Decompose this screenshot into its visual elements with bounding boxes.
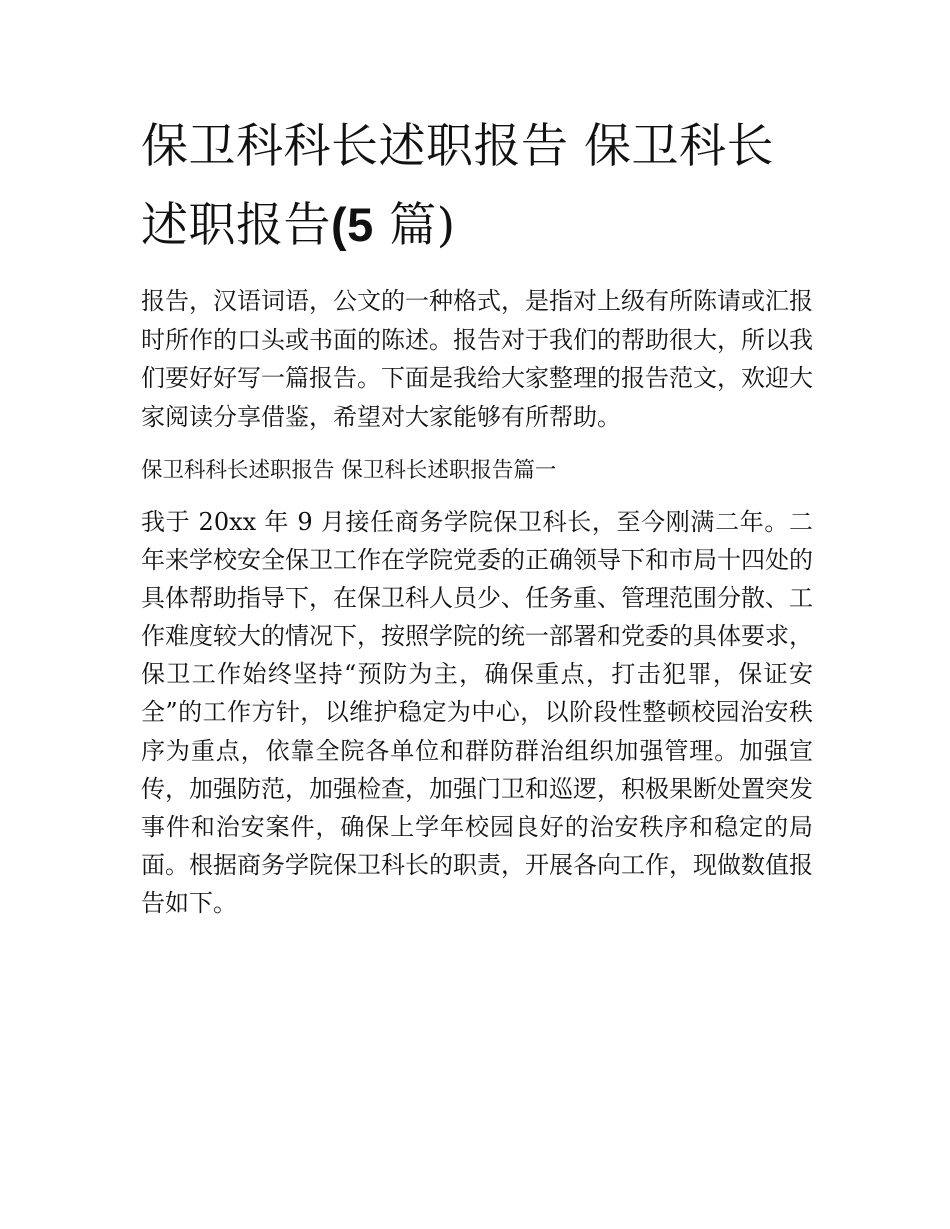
title-text: 保卫科科长述职报告 保卫科长述职报告 — [141, 119, 774, 253]
body-paragraph: 我于 20xx 年 9 月接任商务学院保卫科长，至今刚满二年。二年来学校安全保卫工作在学院党委的正确领导下和市局十四处的具体帮助指导下，在保卫科人员少、任务重、管理范围分散、工作难度较大的情况下，按照学院的统一部署和党委的具体要求，保卫工作始终坚持“预防为主，确保重点，打击犯罪，保证安全”的工作方针，以维护稳定为中心，以阶段性整顿校园治安秩序为重点，依靠全院各单位和群防群治组织加强管理。加强宣传，加强防范，加强检查，加强门卫和巡逻，积极果断处置突发事件和治安案件，确保上学年校园良好的治安秩序和稳定的局面。根据商务学院保卫科长的职责，开展各向工作，现做数值报告如下。 — [141, 508, 813, 917]
document-title — [141, 108, 821, 265]
title-suffix: 篇) — [373, 198, 456, 253]
title-count: (5 — [331, 198, 374, 251]
intro-paragraph: 报告，汉语词语，公文的一种格式，是指对上级有所陈请或汇报时所作的口头或书面的陈述。报告对于我们的帮助很大，所以我们要好好写一篇报告。下面是我给大家整理的报告范文，欢迎大家阅读分享借鉴，希望对大家能够有所帮助。 — [141, 287, 813, 431]
section-heading: 保卫科科长述职报告 保卫科长述职报告篇一 — [141, 458, 557, 483]
document-body — [141, 282, 813, 922]
